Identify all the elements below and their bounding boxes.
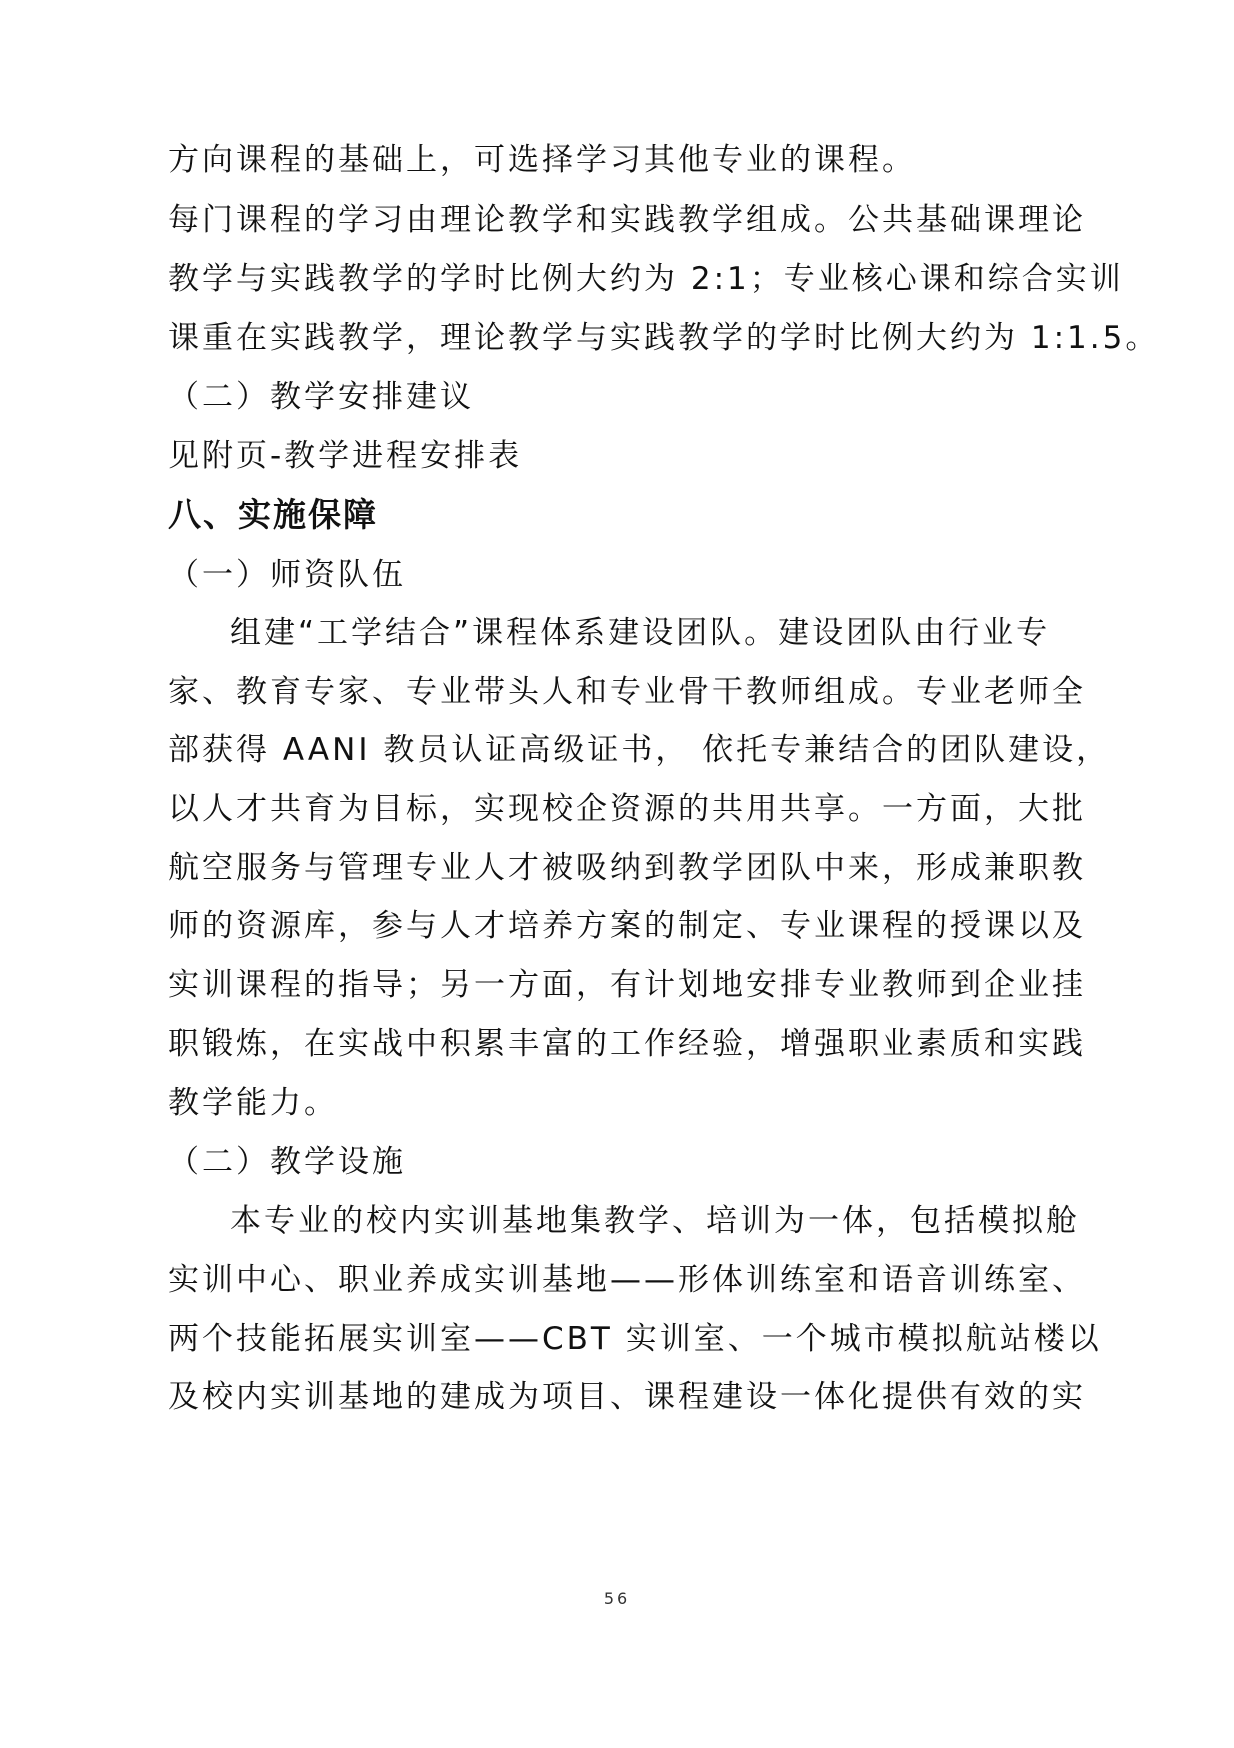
teachers-paragraph-line: 组建“工学结合”课程体系建设团队。建设团队由行业专: [230, 615, 1051, 651]
paragraph-line: 每门课程的学习由理论教学和实践教学组成。公共基础课理论: [168, 202, 1086, 238]
section-heading-teachers: （一）师资队伍: [168, 557, 406, 593]
page-number: 56: [603, 1589, 631, 1608]
teachers-paragraph-line: 教学能力。: [168, 1085, 338, 1121]
teachers-paragraph-line: 以人才共育为目标，实现校企资源的共用共享。一方面，大批: [168, 791, 1086, 827]
teachers-paragraph-line: 家、教育专家、专业带头人和专业骨干教师组成。专业老师全: [168, 674, 1086, 710]
paragraph-line: 方向课程的基础上，可选择学习其他专业的课程。: [168, 142, 916, 178]
paragraph-line: 课重在实践教学，理论教学与实践教学的学时比例大约为 1:1.5。: [168, 320, 1160, 356]
facilities-paragraph-line: 两个技能拓展实训室——CBT 实训室、一个城市模拟航站楼以: [168, 1321, 1102, 1357]
section-heading-facilities: （二）教学设施: [168, 1144, 406, 1180]
section-heading-teaching-arrangement: （二）教学安排建议: [168, 379, 474, 415]
teachers-paragraph-line: 师的资源库，参与人才培养方案的制定、专业课程的授课以及: [168, 908, 1086, 944]
chapter-heading-implementation: 八、实施保障: [168, 495, 378, 534]
teachers-paragraph-line: 部获得 AANI 教员认证高级证书， 依托专兼结合的团队建设，: [168, 732, 1111, 768]
facilities-paragraph-line: 实训中心、职业养成实训基地——形体训练室和语音训练室、: [168, 1262, 1086, 1298]
paragraph-line: 教学与实践教学的学时比例大约为 2:1；专业核心课和综合实训: [168, 261, 1124, 297]
facilities-paragraph-line: 及校内实训基地的建成为项目、课程建设一体化提供有效的实: [168, 1379, 1086, 1415]
teachers-paragraph-line: 航空服务与管理专业人才被吸纳到教学团队中来，形成兼职教: [168, 850, 1086, 886]
teachers-paragraph-line: 实训课程的指导；另一方面，有计划地安排专业教师到企业挂: [168, 967, 1086, 1003]
facilities-paragraph-line: 本专业的校内实训基地集教学、培训为一体，包括模拟舱: [230, 1203, 1080, 1239]
teachers-paragraph-line: 职锻炼，在实战中积累丰富的工作经验，增强职业素质和实践: [168, 1026, 1086, 1062]
section-text-appendix-reference: 见附页-教学进程安排表: [168, 438, 523, 474]
